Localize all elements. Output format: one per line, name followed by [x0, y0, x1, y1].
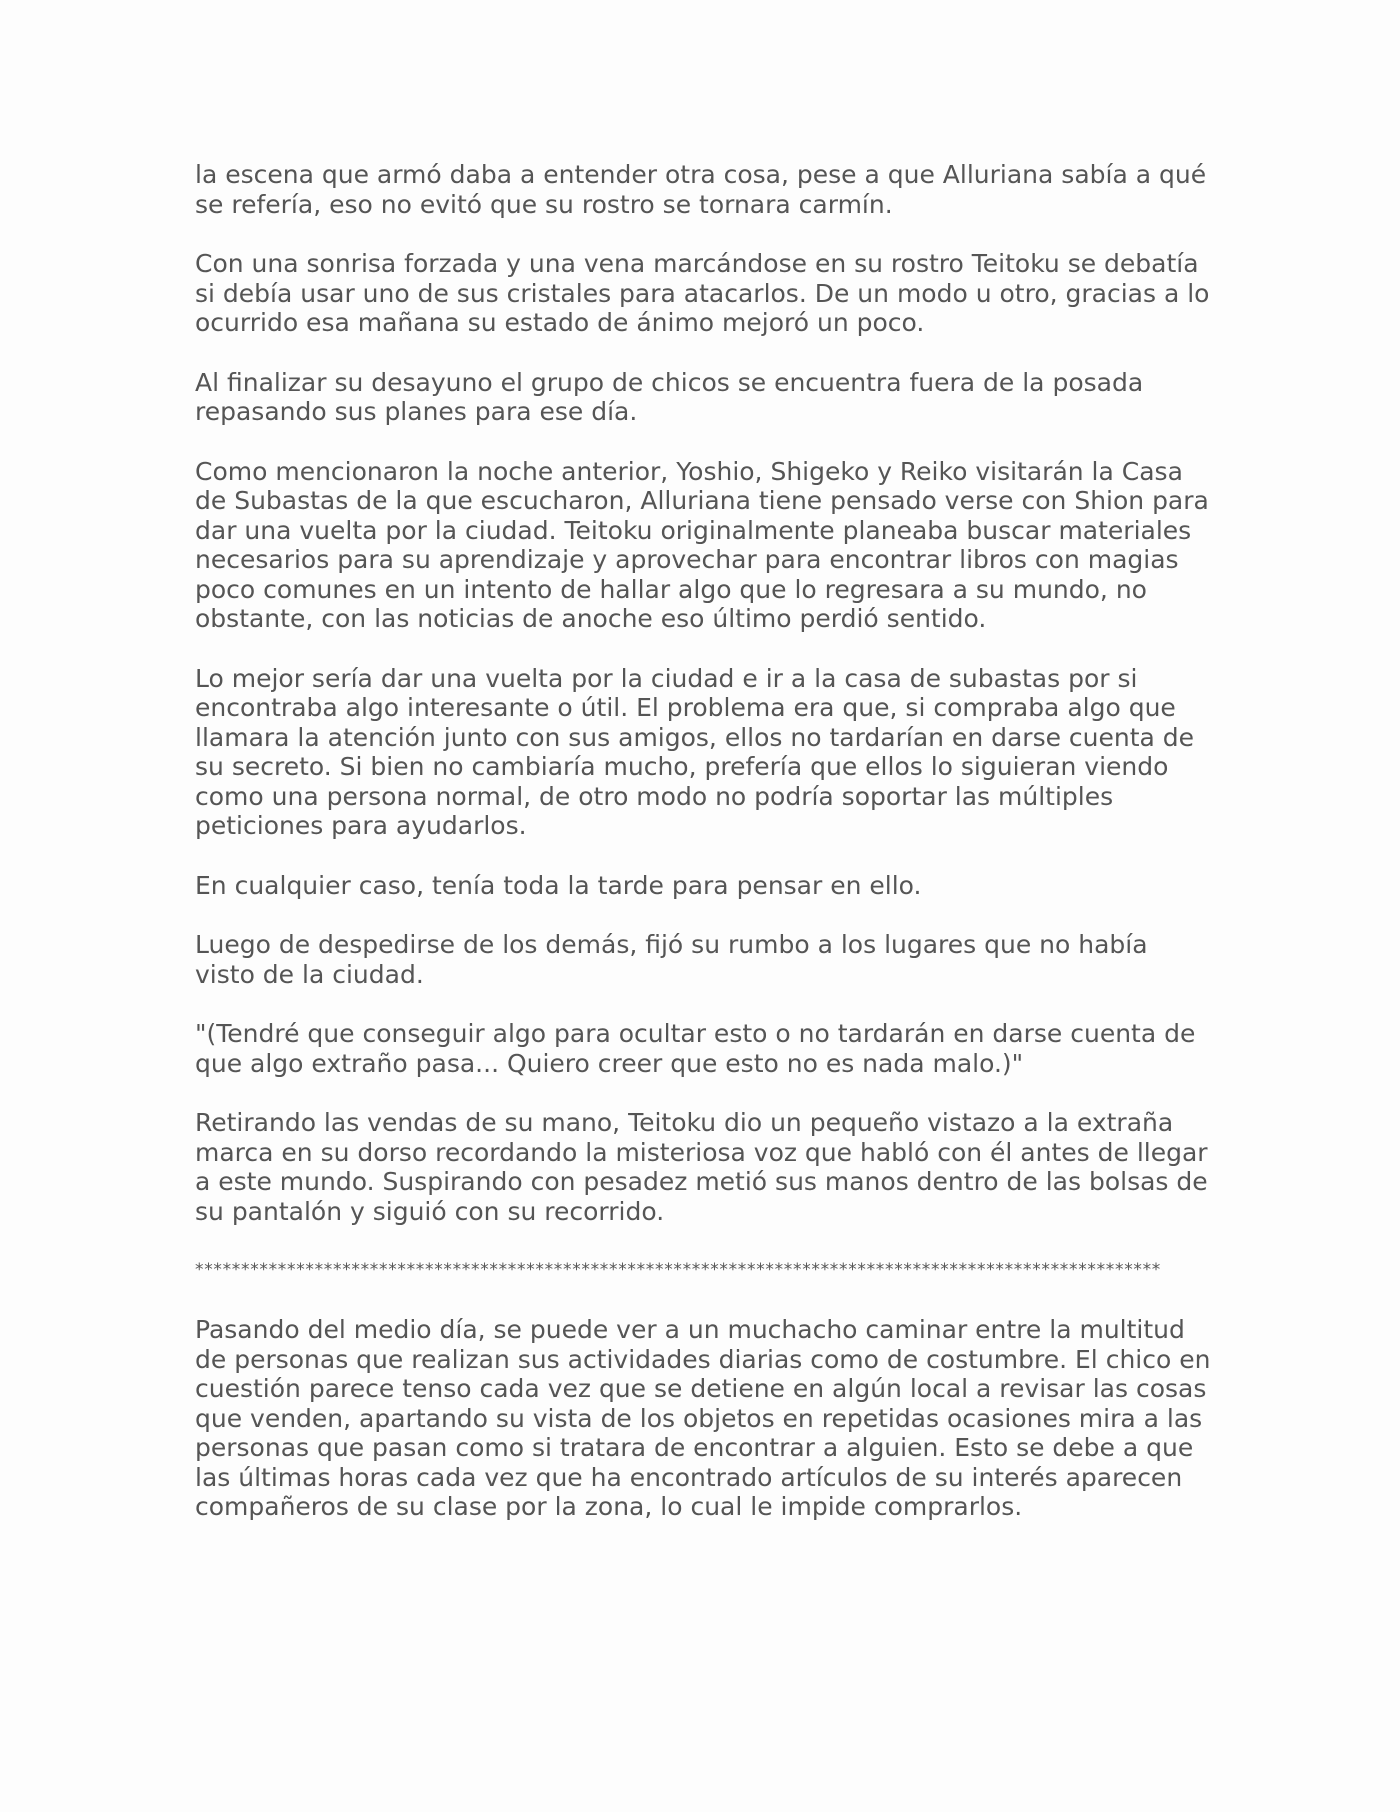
document-body	[195, 160, 1215, 1552]
paragraph: En cualquier caso, tenía toda la tarde para pensar en ello.	[195, 870, 922, 900]
paragraph: Al finalizar su desayuno el grupo de chicos se encuentra fuera de la posada repasando sus planes para ese día.	[195, 367, 1144, 426]
quoted-thought-paragraph: "(Tendré que conseguir algo para ocultar esto o no tardarán en darse cuenta de que algo extraño pasa... Quiero creer que esto no es nada malo.)"	[195, 1019, 1196, 1078]
paragraph: Pasando del medio día, se puede ver a un muchacho caminar entre la multitud de personas que realizan sus actividades diarias como de costumbre. El chico en cuestión parece tenso cada vez que se detiene en algún local a revisar las cosas que venden, apartando su vista de los objetos en repetidas ocasiones mira a las personas que pasan como si tratara de encontrar a alguien. Esto se debe a que las últimas horas cada vez que ha encontrado artículos de su interés aparecen compañeros de su clase por la zona, lo cual le impide comprarlos.	[195, 1315, 1211, 1521]
paragraph: Con una sonrisa forzada y una vena marcándose en su rostro Teitoku se debatía si debía usar uno de sus cristales para atacarlos. De un modo u otro, gracias a lo ocurrido esa mañana su estado de ánimo mejoró un poco.	[195, 249, 1210, 337]
paragraph: la escena que armó daba a entender otra cosa, pese a que Alluriana sabía a qué se refería, eso no evitó que su rostro se tornara carmín.	[195, 160, 1207, 219]
paragraph: Luego de despedirse de los demás, fijó su rumbo a los lugares que no había visto de la ciudad.	[195, 930, 1148, 989]
paragraph: Lo mejor sería dar una vuelta por la ciudad e ir a la casa de subastas por si encontraba algo interesante o útil. El problema era que, si compraba algo que llamara la atención junto con sus amigos, ellos no tardarían en darse cuenta de su secreto. Si bien no cambiaría mucho, prefería que ellos lo siguieran viendo como una persona normal, de otro modo no podría soportar las múltiples peticiones para ayudarlos.	[195, 663, 1195, 840]
paragraph: Como mencionaron la noche anterior, Yoshio, Shigeko y Reiko visitarán la Casa de Subastas de la que escucharon, Alluriana tiene pensado verse con Shion para dar una vuelta por la ciudad. Teitoku originalmente planeaba buscar materiales necesarios para su aprendizaje y aprovechar para encontrar libros con magias poco comunes en un intento de hallar algo que lo regresara a su mundo, no obstante, con las noticias de anoche eso último perdió sentido.	[195, 456, 1209, 633]
paragraph: Retirando las vendas de su mano, Teitoku dio un pequeño vistazo a la extraña marca en su dorso recordando la misteriosa voz que habló con él antes de llegar a este mundo. Suspirando con pesadez metió sus manos dentro de las bolsas de su pantalón y siguió con su recorrido.	[195, 1108, 1208, 1226]
scene-separator: *********************************************************************************************************	[195, 1260, 1161, 1280]
